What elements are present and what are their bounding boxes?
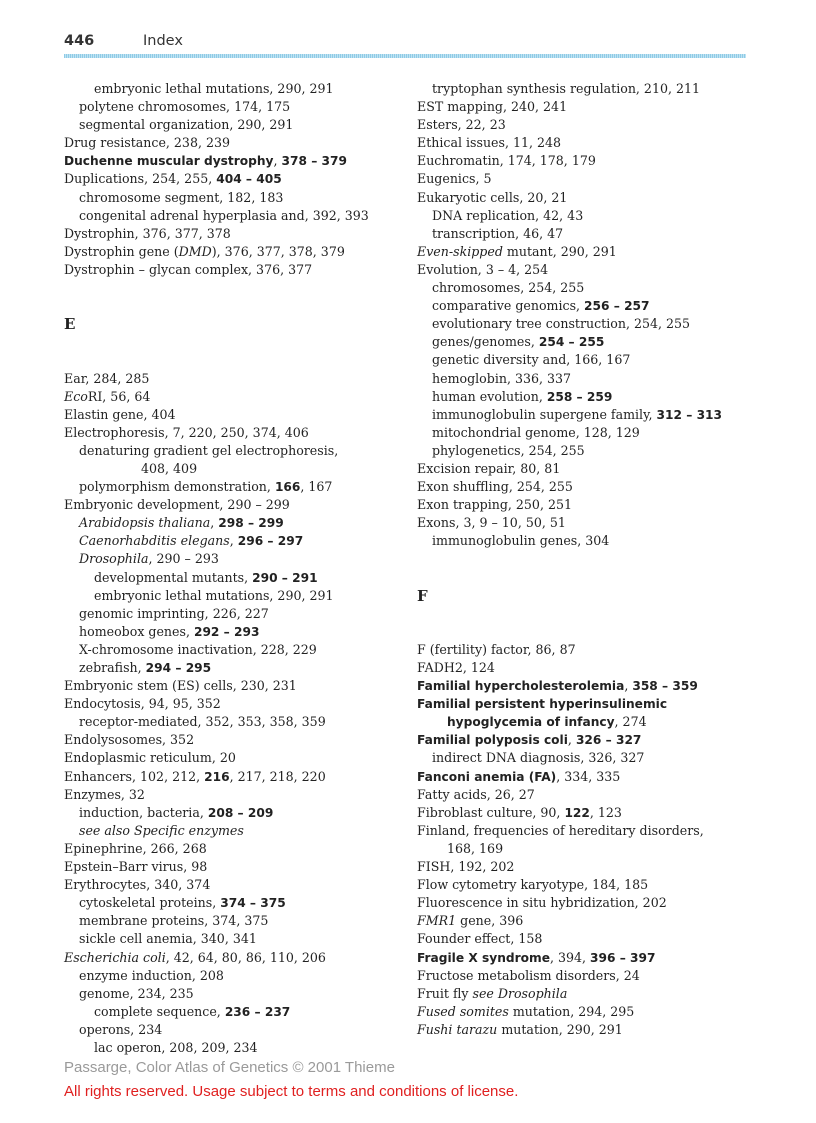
- index-subentry: [64, 478, 414, 496]
- index-entry: [417, 134, 767, 152]
- entry-text: Fibroblast culture, 90,: [417, 804, 565, 820]
- index-entry: [64, 406, 414, 424]
- index-entry: [64, 840, 414, 858]
- entry-text: Elastin gene, 404: [64, 406, 176, 422]
- entry-text: Drosophila: [79, 551, 149, 567]
- entry-text: genome, 234, 235: [79, 985, 194, 1001]
- index-entry: [417, 876, 767, 894]
- index-subentry: [64, 569, 414, 587]
- entry-text: transcription, 46, 47: [432, 225, 564, 241]
- index-subentry: [64, 587, 414, 605]
- index-entry: [417, 189, 767, 207]
- entry-text: Electrophoresis, 7, 220, 250, 374, 406: [64, 424, 309, 440]
- running-head: Index: [143, 33, 183, 49]
- entry-text: Excision repair, 80, 81: [417, 460, 561, 476]
- entry-text: gene, 396: [456, 913, 524, 929]
- entry-text: 312 – 313: [656, 407, 723, 422]
- entry-text: 404 – 405: [216, 172, 282, 187]
- entry-text: Duplications, 254, 255,: [64, 171, 217, 187]
- index-entry: [64, 388, 414, 406]
- entry-text: Evolution, 3 – 4, 254: [417, 261, 549, 277]
- entry-text: chromosomes, 254, 255: [432, 280, 585, 296]
- entry-text: 292 – 293: [193, 624, 260, 639]
- entry-text: genetic diversity and, 166, 167: [432, 352, 631, 368]
- entry-text: indirect DNA diagnosis, 326, 327: [432, 750, 645, 766]
- index-entry: [64, 261, 414, 279]
- entry-text: FADH2, 124: [417, 660, 495, 675]
- entry-text: Erythrocytes, 340, 374: [64, 877, 211, 893]
- entry-text: , 167: [300, 479, 333, 495]
- entry-text: 290 – 291: [252, 570, 318, 585]
- index-subentry: [64, 930, 414, 948]
- entry-text: Esters, 22, 23: [417, 117, 506, 133]
- index-entry: [417, 894, 767, 912]
- section-spacer: [417, 550, 767, 586]
- index-subentry: [64, 550, 414, 568]
- entry-text: 168, 169: [447, 840, 504, 856]
- index-subentry: [64, 605, 414, 623]
- index-entry: [64, 170, 414, 188]
- entry-text: mitochondrial genome, 128, 129: [432, 424, 640, 440]
- entry-text: embryonic lethal mutations, 290, 291: [94, 81, 334, 96]
- index-entry: [64, 731, 414, 749]
- index-subentry: [417, 80, 767, 98]
- index-entry: [417, 930, 767, 948]
- index-entry: [417, 677, 767, 695]
- index-entry: [64, 695, 414, 713]
- entry-text: , 274: [614, 714, 647, 730]
- index-entry: [64, 949, 414, 967]
- index-subentry: [64, 822, 414, 840]
- entry-text: , 123: [589, 804, 622, 820]
- entry-text: Exon trapping, 250, 251: [417, 497, 572, 513]
- index-entry: [417, 496, 767, 514]
- entry-text: Escherichia coli: [64, 949, 166, 965]
- entry-text: complete sequence,: [94, 1003, 225, 1019]
- entry-text: Ethical issues, 11, 248: [417, 135, 562, 151]
- index-subentry: [417, 406, 767, 424]
- entry-text: induction, bacteria,: [79, 804, 208, 820]
- entry-text: 166: [274, 480, 301, 495]
- index-subentry: [64, 659, 414, 677]
- index-subentry: [64, 1039, 414, 1057]
- page-number: 446: [64, 33, 95, 49]
- footer-license: All rights reserved. Usage subject to terms and conditions of license.: [64, 1083, 519, 1100]
- entry-text: 208 – 209: [207, 805, 274, 820]
- index-subentry: [64, 894, 414, 912]
- entry-text: receptor-mediated, 352, 353, 358, 359: [79, 714, 326, 730]
- index-entry: [417, 985, 767, 1003]
- index-entry: [64, 225, 414, 243]
- entry-text: membrane proteins, 374, 375: [79, 913, 269, 929]
- entry-text: Eukaryotic cells, 20, 21: [417, 189, 568, 205]
- index-subentry: [64, 460, 414, 478]
- entry-text: mutation, 294, 295: [508, 1003, 635, 1019]
- entry-text: 358 – 359: [632, 679, 698, 694]
- index-subentry: [417, 388, 767, 406]
- entry-text: Drug resistance, 238, 239: [64, 135, 230, 151]
- index-entry: [64, 370, 414, 388]
- entry-text: 408, 409: [141, 460, 198, 476]
- entry-text: Fruit fly: [417, 985, 473, 1001]
- header-rule: [64, 54, 746, 58]
- index-subentry: [417, 749, 767, 767]
- index-entry: [417, 1003, 767, 1021]
- entry-text: Familial polyposis coli: [417, 733, 568, 748]
- entry-text: Epinephrine, 266, 268: [64, 840, 207, 856]
- index-subentry: [417, 279, 767, 297]
- index-entry: [417, 243, 767, 261]
- index-entry: [417, 98, 767, 116]
- entry-text: genomic imprinting, 226, 227: [79, 605, 269, 621]
- index-subentry: [64, 985, 414, 1003]
- entry-text: 254 – 255: [538, 335, 605, 350]
- index-subentry: [64, 442, 414, 460]
- index-subentry: [64, 80, 414, 98]
- index-subentry: [64, 641, 414, 659]
- index-entry: [417, 152, 767, 170]
- section-letter: F: [417, 586, 428, 605]
- index-entry: [417, 768, 767, 786]
- index-entry: [417, 478, 767, 496]
- footer-copyright: Passarge, Color Atlas of Genetics © 2001 Thieme: [64, 1059, 395, 1076]
- entry-text: segmental organization, 290, 291: [79, 117, 294, 133]
- entry-text: Eco: [64, 388, 88, 404]
- entry-text: Fructose metabolism disorders, 24: [417, 967, 640, 983]
- entry-text: Caenorhabditis elegans: [79, 533, 230, 549]
- entry-text: ), 376, 377, 378, 379: [211, 243, 345, 259]
- index-subentry: [417, 713, 767, 731]
- entry-text: cytoskeletal proteins,: [79, 895, 221, 911]
- section-letter: E: [64, 315, 76, 334]
- entry-text: 256 – 257: [584, 299, 650, 314]
- index-entry: [417, 786, 767, 804]
- index-subentry: [64, 514, 414, 532]
- entry-text: embryonic lethal mutations, 290, 291: [94, 587, 334, 603]
- index-entry: [64, 749, 414, 767]
- index-entry: [417, 858, 767, 876]
- index-subentry: [64, 98, 414, 116]
- entry-text: ,: [273, 153, 282, 169]
- entry-text: FMR1: [417, 913, 457, 929]
- index-subentry: [64, 623, 414, 641]
- entry-text: Enzymes, 32: [64, 786, 145, 802]
- index-subentry: [64, 207, 414, 225]
- entry-text: zebrafish,: [79, 660, 146, 675]
- entry-text: 374 – 375: [220, 896, 286, 911]
- entry-text: 296 – 297: [237, 534, 304, 549]
- entry-text: Epstein–Barr virus, 98: [64, 859, 208, 875]
- entry-text: immunoglobulin supergene family,: [432, 406, 657, 422]
- entry-text: immunoglobulin genes, 304: [432, 533, 610, 549]
- entry-text: , 394,: [549, 949, 591, 965]
- index-entry: [417, 731, 767, 749]
- entry-text: mutation, 290, 291: [497, 1021, 623, 1037]
- entry-text: lac operon, 208, 209, 234: [94, 1039, 258, 1055]
- index-subentry: [64, 713, 414, 731]
- entry-text: Embryonic stem (ES) cells, 230, 231: [64, 678, 297, 694]
- entry-text: sickle cell anemia, 340, 341: [79, 931, 257, 947]
- entry-text: polymorphism demonstration,: [79, 479, 275, 495]
- index-subentry: [64, 1003, 414, 1021]
- entry-text: FISH, 192, 202: [417, 859, 515, 875]
- entry-text: ,: [229, 533, 238, 549]
- entry-text: Fanconi anemia (FA): [417, 769, 557, 784]
- section-spacer: [64, 333, 414, 369]
- entry-text: polytene chromosomes, 174, 175: [79, 99, 291, 115]
- index-entry: [64, 496, 414, 514]
- index-entry: [417, 116, 767, 134]
- index-subentry: [417, 207, 767, 225]
- index-entry: [417, 460, 767, 478]
- index-column-left: [64, 80, 414, 1057]
- index-subentry: [417, 532, 767, 550]
- entry-text: Fused somites: [417, 1003, 509, 1019]
- index-subentry: [64, 1021, 414, 1039]
- entry-text: DMD: [178, 243, 212, 259]
- index-subentry: [64, 912, 414, 930]
- entry-text: 396 – 397: [590, 950, 656, 965]
- entry-text: Flow cytometry karyotype, 184, 185: [417, 877, 649, 893]
- entry-text: Founder effect, 158: [417, 931, 543, 947]
- entry-text: homeobox genes,: [79, 623, 194, 639]
- entry-text: ,: [624, 678, 633, 694]
- index-subentry: [64, 804, 414, 822]
- entry-text: Fragile X syndrome: [417, 950, 550, 965]
- entry-text: evolutionary tree construction, 254, 255: [432, 316, 691, 332]
- entry-text: Eugenics, 5: [417, 171, 492, 187]
- index-entry: [417, 967, 767, 985]
- index-entry: [417, 514, 767, 532]
- entry-text: enzyme induction, 208: [79, 967, 224, 983]
- entry-text: Fushi tarazu: [417, 1021, 498, 1037]
- entry-text: ,: [210, 515, 219, 531]
- entry-text: 378 – 379: [281, 154, 347, 169]
- entry-text: , 290 – 293: [148, 551, 219, 567]
- index-subentry: [417, 297, 767, 315]
- index-subentry: [417, 424, 767, 442]
- index-entry: [64, 876, 414, 894]
- entry-text: 326 – 327: [575, 733, 642, 748]
- index-subentry: [64, 532, 414, 550]
- entry-text: Familial hypercholesterolemia: [417, 679, 625, 694]
- index-entry: [64, 243, 414, 261]
- entry-text: ,: [567, 732, 576, 748]
- entry-text: , 217, 218, 220: [229, 768, 326, 784]
- entry-text: hemoglobin, 336, 337: [432, 370, 572, 386]
- entry-text: Arabidopsis thaliana: [79, 515, 211, 531]
- entry-text: denaturing gradient gel electrophoresis,: [79, 442, 339, 458]
- index-entry: [64, 152, 414, 170]
- index-entry: [417, 1021, 767, 1039]
- index-entry: [64, 677, 414, 695]
- entry-text: Euchromatin, 174, 178, 179: [417, 153, 596, 169]
- entry-text: , 42, 64, 80, 86, 110, 206: [165, 949, 326, 965]
- index-subentry: [417, 351, 767, 369]
- index-subentry: [64, 189, 414, 207]
- index-subentry: [417, 442, 767, 460]
- entry-text: congenital adrenal hyperplasia and, 392, 393: [79, 207, 369, 223]
- entry-text: Even-skipped: [417, 243, 503, 259]
- index-entry: [417, 804, 767, 822]
- entry-text: F (fertility) factor, 86, 87: [417, 641, 576, 657]
- entry-text: DNA replication, 42, 43: [432, 207, 584, 223]
- index-subentry: [417, 840, 767, 858]
- index-entry: [64, 858, 414, 876]
- entry-text: mutant, 290, 291: [502, 243, 617, 259]
- index-subentry: [64, 967, 414, 985]
- entry-text: Endolysosomes, 352: [64, 732, 195, 748]
- entry-text: 236 – 237: [224, 1004, 291, 1019]
- index-entry: [417, 261, 767, 279]
- entry-text: 122: [564, 805, 590, 820]
- entry-text: Finland, frequencies of hereditary disorders,: [417, 822, 704, 838]
- index-entry: [417, 659, 767, 677]
- index-entry: [417, 912, 767, 930]
- entry-text: Dystrophin – glycan complex, 376, 377: [64, 261, 313, 277]
- index-entry: [64, 424, 414, 442]
- section-spacer: [64, 279, 414, 315]
- index-subentry: [417, 370, 767, 388]
- entry-text: 216: [204, 769, 230, 784]
- entry-text: Fatty acids, 26, 27: [417, 786, 535, 802]
- entry-text: Endoplasmic reticulum, 20: [64, 750, 236, 766]
- entry-text: , 334, 335: [556, 768, 621, 784]
- entry-text: Ear, 284, 285: [64, 370, 150, 386]
- entry-text: human evolution,: [432, 388, 547, 404]
- entry-text: see also Specific enzymes: [79, 822, 244, 838]
- index-subentry: [417, 315, 767, 333]
- index-entry: [417, 949, 767, 967]
- entry-text: Enhancers, 102, 212,: [64, 768, 205, 784]
- entry-text: Dystrophin, 376, 377, 378: [64, 225, 231, 241]
- entry-text: comparative genomics,: [432, 298, 585, 314]
- entry-text: Familial persistent hyperinsulinemic: [417, 697, 668, 712]
- entry-text: 298 – 299: [218, 516, 284, 531]
- index-column-right: [417, 80, 767, 1039]
- index-entry: [417, 170, 767, 188]
- entry-text: Exon shuffling, 254, 255: [417, 479, 573, 495]
- entry-text: Dystrophin gene (: [64, 243, 179, 259]
- index-subentry: [64, 116, 414, 134]
- entry-text: developmental mutants,: [94, 569, 253, 585]
- index-entry: [64, 768, 414, 786]
- index-entry: [417, 695, 767, 713]
- entry-text: 294 – 295: [145, 661, 212, 675]
- entry-text: genes/genomes,: [432, 334, 539, 350]
- entry-text: Exons, 3, 9 – 10, 50, 51: [417, 515, 566, 531]
- entry-text: Duchenne muscular dystrophy: [64, 154, 274, 169]
- entry-text: RI, 56, 64: [87, 388, 151, 404]
- entry-text: X-chromosome inactivation, 228, 229: [79, 641, 317, 657]
- entry-text: Endocytosis, 94, 95, 352: [64, 696, 221, 712]
- entry-text: chromosome segment, 182, 183: [79, 189, 284, 205]
- entry-text: tryptophan synthesis regulation, 210, 211: [432, 81, 701, 96]
- entry-text: operons, 234: [79, 1021, 163, 1037]
- entry-text: Fluorescence in situ hybridization, 202: [417, 895, 667, 911]
- section-spacer: [417, 605, 767, 641]
- entry-text: EST mapping, 240, 241: [417, 99, 568, 115]
- index-entry: [417, 641, 767, 659]
- entry-text: Embryonic development, 290 – 299: [64, 497, 290, 513]
- entry-text: hypoglycemia of infancy: [447, 715, 615, 730]
- index-entry: [64, 134, 414, 152]
- index-entry: [417, 822, 767, 840]
- entry-text: see Drosophila: [472, 985, 568, 1001]
- index-subentry: [417, 333, 767, 351]
- entry-text: phylogenetics, 254, 255: [432, 442, 585, 458]
- index-subentry: [417, 225, 767, 243]
- index-entry: [64, 786, 414, 804]
- entry-text: 258 – 259: [546, 389, 613, 404]
